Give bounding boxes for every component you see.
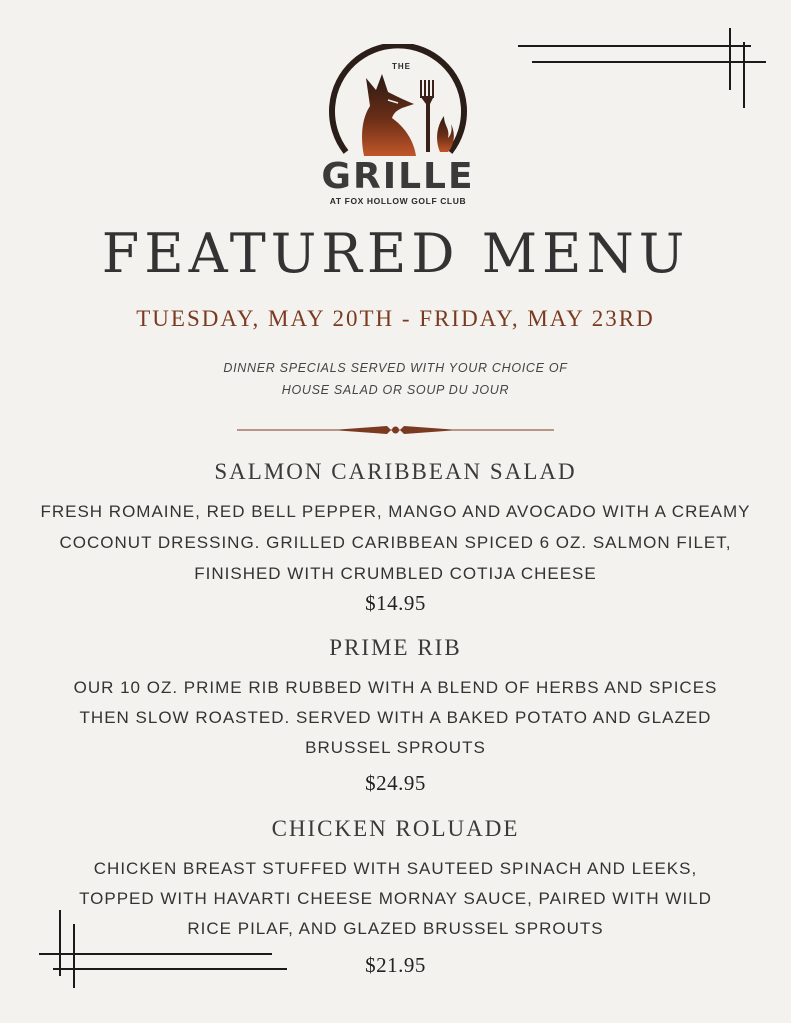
logo-the-text: THE	[392, 62, 411, 71]
ornamental-divider	[237, 422, 554, 438]
logo-subtitle: AT FOX HOLLOW GOLF CLUB	[329, 196, 467, 206]
note-line-2: HOUSE SALAD OR SOUP DU JOUR	[281, 383, 510, 397]
menu-item-description: FINISHED WITH CRUMBLED COTIJA CHEESE	[194, 564, 597, 583]
menu-item-description: OUR 10 OZ. PRIME RIB RUBBED WITH A BLEND OF HERBS AND SPICES	[73, 678, 718, 697]
menu-item-price: $21.95	[365, 953, 426, 977]
note-line-1: DINNER SPECIALS SERVED WITH YOUR CHOICE OF	[223, 361, 568, 375]
restaurant-logo	[318, 44, 478, 204]
menu-item-price: $14.95	[365, 591, 426, 615]
menu-item-description: FRESH ROMAINE, RED BELL PEPPER, MANGO AND AVOCADO WITH A CREAMY	[40, 502, 751, 521]
menu-item-description: COCONUT DRESSING. GRILLED CARIBBEAN SPICED 6 OZ. SALMON FILET,	[59, 533, 732, 552]
menu-item-name: SALMON CARIBBEAN SALAD	[214, 459, 577, 484]
menu-item-description: RICE PILAF, AND GLAZED BRUSSEL SPROUTS	[187, 919, 604, 938]
menu-item-name: PRIME RIB	[329, 635, 462, 660]
menu-item-description: CHICKEN BREAST STUFFED WITH SAUTEED SPINACH AND LEEKS,	[93, 859, 698, 878]
menu-item-description: THEN SLOW ROASTED. SERVED WITH A BAKED POTATO AND GLAZED	[79, 708, 712, 727]
logo-name: GRILLE	[321, 156, 475, 197]
menu-item-price: $24.95	[365, 771, 426, 795]
menu-item-name: CHICKEN ROLUADE	[271, 816, 520, 841]
date-range: TUESDAY, MAY 20TH - FRIDAY, MAY 23RD	[136, 306, 655, 331]
menu-item-description: TOPPED WITH HAVARTI CHEESE MORNAY SAUCE, PAIRED WITH WILD	[79, 889, 712, 908]
menu-item-description: BRUSSEL SPROUTS	[305, 738, 486, 757]
page-title: FEATURED MENU	[101, 222, 690, 285]
